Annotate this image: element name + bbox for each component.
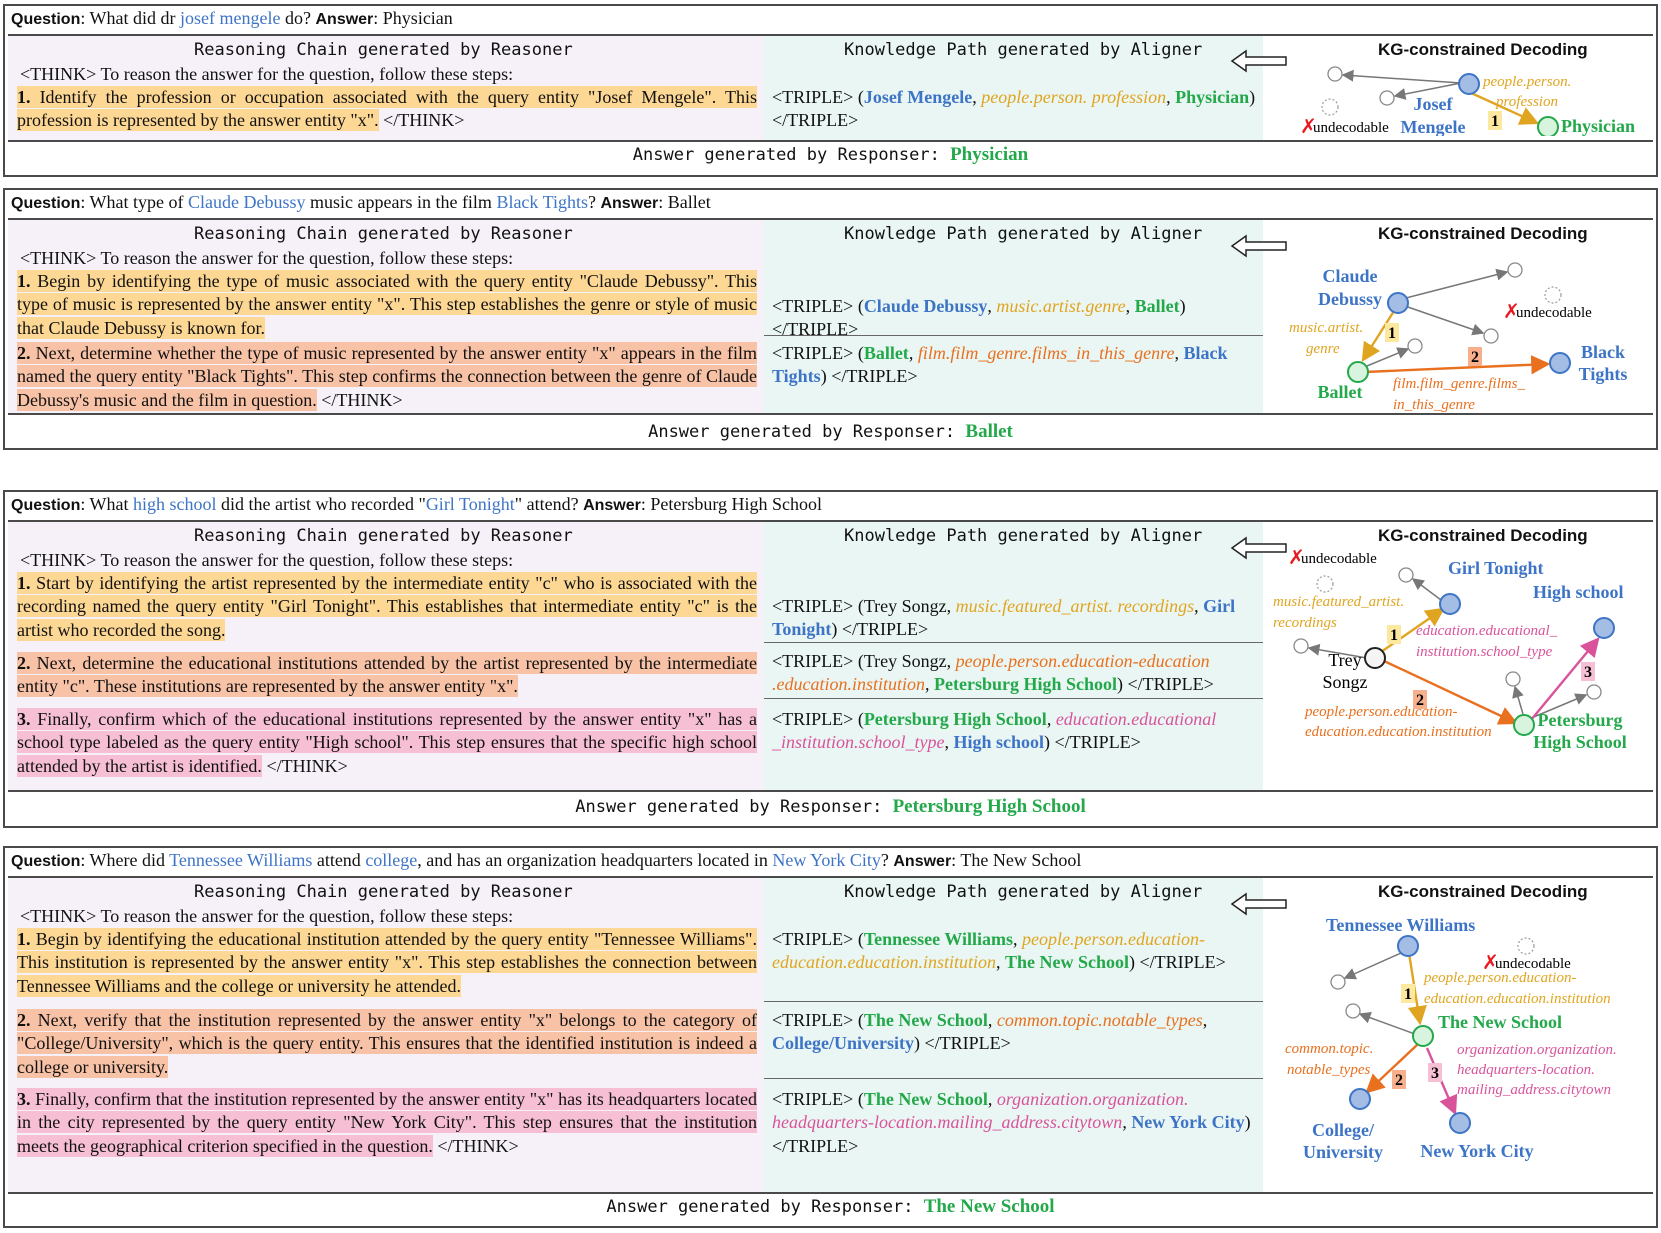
kg-header: KG-constrained Decoding: [1378, 224, 1588, 243]
edge-label: music.featured_artist.: [1273, 594, 1405, 610]
node-label: New York City: [1420, 1141, 1534, 1161]
kg-graph: [1263, 220, 1653, 415]
node-label: Josef: [1413, 94, 1453, 114]
kg-column: [1263, 878, 1653, 1192]
think-intro: <THINK> To reason the answer for the question, follow these steps:: [20, 64, 514, 84]
final-answer: Answer generated by Responser: Physician: [632, 144, 1029, 165]
question-line: Question: What did dr josef mengele do? Answer: Physician: [11, 8, 453, 28]
node-label: Trey: [1328, 650, 1362, 670]
final-answer: Answer generated by Responser: The New School: [606, 1196, 1055, 1217]
aligner-header: Knowledge Path generated by Aligner: [844, 224, 1203, 244]
edge-label: common.topic.: [1285, 1041, 1374, 1057]
final-answer: Answer generated by Responser: Ballet: [648, 421, 1013, 442]
think-intro: <THINK> To reason the answer for the question, follow these steps:: [20, 906, 514, 926]
triple-3: <TRIPLE> (The New School, organization.organization. headquarters-location.mailing_address.citytown, New York City) </TRIPLE>: [772, 1089, 1251, 1156]
undecodable-label: undecodable: [1495, 956, 1571, 972]
triple-2: <TRIPLE> (Trey Songz, people.person.education-education .education.institution, Petersburg High School) </TRIPLE>: [772, 651, 1214, 695]
aligner-column: [764, 522, 1263, 790]
triple-3: <TRIPLE> (Petersburg High School, education.educational _institution.school_type, High school) </TRIPLE>: [772, 709, 1217, 753]
kg-header: KG-constrained Decoding: [1378, 882, 1588, 901]
reasoner-header: Reasoning Chain generated by Reasoner: [194, 40, 573, 60]
question-line: Question: What high school did the artist who recorded "Girl Tonight" attend? Answer: Petersburg High School: [11, 494, 823, 514]
reasoning-step-3: 3. Finally, confirm which of the educational institutions represented by the answer entity "x" has a school type labeled as the query entity "High school". This step ensures that the specific high school attended by the artist is identified. </THINK>: [17, 709, 758, 776]
reasoning-step-1: 1. Begin by identifying the type of music associated with the query entity "Claude Debussy". This type of music is represented by the answer entity "x". This step establishes the genre or style of music that Claude Debussy is known for.: [17, 271, 758, 338]
node-label: Debussy: [1317, 289, 1383, 309]
node-label: Ballet: [1317, 382, 1363, 402]
edge-label: people.person.: [1483, 74, 1572, 90]
kg-header: KG-constrained Decoding: [1378, 40, 1588, 59]
x-mark-icon: ✗: [1503, 301, 1520, 323]
edge-num-3: 3: [1431, 1065, 1439, 1082]
edge-label: genre: [1306, 341, 1340, 357]
kg-column: [1263, 36, 1653, 140]
kg-header: KG-constrained Decoding: [1378, 526, 1588, 545]
example-panel-3: [3, 490, 1658, 828]
reasoning-step-3: 3. Finally, confirm that the institution represented by the answer entity "x" has its headquarters located in the city represented by the query entity "New York City". This step ensures that the institution meets the geographical criterion specified in the question. </THINK>: [17, 1089, 758, 1156]
aligner-column: [764, 220, 1263, 413]
edge-label: organization.organization.: [1457, 1042, 1617, 1058]
node-label: High school: [1533, 582, 1624, 602]
example-panel-2: [3, 188, 1658, 450]
divider: [764, 1001, 1263, 1002]
left-arrow-icon: [1230, 48, 1290, 74]
triple-1: <TRIPLE> (Trey Songz, music.featured_artist. recordings, Girl Tonight) </TRIPLE>: [772, 596, 1236, 640]
reasoner-column: [8, 220, 764, 413]
node-label: Girl Tonight: [1448, 558, 1544, 578]
node-label: Tennessee Williams: [1326, 915, 1476, 935]
reasoning-step-1: 1. Begin by identifying the educational institution attended by the query entity "Tennessee Williams". This institution is represented by the answer entity "x". This step establishes the connection between Tennessee Williams and the college or university he attended.: [17, 929, 757, 996]
kg-graph: [1263, 878, 1653, 1194]
undecodable-label: undecodable: [1516, 305, 1592, 321]
edge-num-2: 2: [1395, 1072, 1403, 1089]
edge-num-1: 1: [1388, 325, 1396, 342]
node-label: College/: [1312, 1120, 1374, 1140]
left-arrow-icon: [1230, 233, 1290, 259]
divider: [764, 1078, 1263, 1079]
edge-label: headquarters-location.: [1457, 1062, 1595, 1078]
x-mark-icon: ✗: [1300, 116, 1317, 136]
x-mark-icon: ✗: [1288, 547, 1305, 569]
reasoner-column: [8, 878, 764, 1192]
aligner-header: Knowledge Path generated by Aligner: [844, 882, 1203, 902]
reasoning-step-1: 1. Start by identifying the artist represented by the intermediate entity "c" who is associated with the recording named the query entity "Girl Tonight". This establishes that intermediate entity "c" is the artist who recorded the song.: [17, 573, 757, 640]
content-row: [8, 218, 1653, 415]
node-label: The New School: [1438, 1012, 1563, 1032]
content-row: [8, 34, 1653, 142]
edge-label: in_this_genre: [1393, 397, 1475, 413]
edge-label: education.education.institution: [1424, 991, 1611, 1007]
edge-label: people.person.education-: [1424, 970, 1577, 986]
aligner-header: Knowledge Path generated by Aligner: [844, 526, 1203, 546]
edge-num-1: 1: [1404, 986, 1412, 1003]
final-answer: Answer generated by Responser: Petersburg High School: [575, 796, 1086, 817]
edge-num-1: 1: [1491, 113, 1499, 130]
edge-label: recordings: [1273, 615, 1337, 631]
kg-column: [1263, 522, 1653, 790]
node-label: Petersburg: [1537, 710, 1623, 730]
edge-label: institution.school_type: [1416, 644, 1553, 660]
edge-label: education.education.institution: [1305, 724, 1492, 740]
edge-label: film.film_genre.films_: [1393, 376, 1525, 392]
node-label: Mengele: [1400, 117, 1466, 136]
node-label: Black: [1580, 342, 1626, 362]
edge-num-1: 1: [1390, 627, 1398, 644]
edge-num-3: 3: [1584, 664, 1592, 681]
question-line: Question: What type of Claude Debussy music appears in the film Black Tights? Answer: Ballet: [11, 192, 711, 212]
think-intro: <THINK> To reason the answer for the question, follow these steps:: [20, 550, 514, 570]
edge-label: music.artist.: [1289, 320, 1364, 336]
reasoning-step-2: 2. Next, verify that the institution represented by the answer entity "x" belongs to the category of "College/University", which is the query entity. This ensures that the identified institution is indeed a college or university.: [17, 1010, 757, 1077]
kg-column: [1263, 220, 1653, 413]
triple-1: <TRIPLE> (Tennessee Williams, people.person.education- education.education.institution, The New School) </TRIPLE>: [772, 929, 1226, 973]
divider: [764, 335, 1263, 336]
node-label: Tights: [1578, 364, 1628, 384]
reasoner-header: Reasoning Chain generated by Reasoner: [194, 882, 573, 902]
left-arrow-icon: [1230, 535, 1290, 561]
reasoner-column: [8, 36, 764, 140]
question-line: Question: Where did Tennessee Williams attend college, and has an organization headquarters located in New York City? Answer: The New School: [11, 850, 1082, 870]
left-arrow-icon: [1230, 891, 1290, 917]
node-label: Songz: [1322, 672, 1368, 692]
edge-label: profession: [1496, 94, 1558, 110]
node-label: High School: [1533, 732, 1627, 752]
think-intro: <THINK> To reason the answer for the question, follow these steps:: [20, 248, 514, 268]
triple-1: <TRIPLE> (Claude Debussy, music.artist.genre, Ballet) </TRIPLE>: [772, 296, 1186, 340]
triple-1: <TRIPLE> (Josef Mengele, people.person. profession, Physician) </TRIPLE>: [772, 87, 1256, 131]
content-row: [8, 876, 1653, 1194]
edge-num-2: 2: [1416, 692, 1424, 709]
node-label: Claude: [1322, 266, 1378, 286]
example-panel-4: [3, 846, 1658, 1228]
reasoning-step-2: 2. Next, determine the educational institutions attended by the artist represented by the intermediate entity "c". These institutions are represented by the answer entity "x".: [17, 653, 757, 697]
edge-label: people.person.education-: [1305, 704, 1458, 720]
content-row: [8, 520, 1653, 792]
triple-2: <TRIPLE> (The New School, common.topic.notable_types, College/University) </TRIPLE>: [772, 1010, 1208, 1054]
x-mark-icon: ✗: [1482, 952, 1499, 974]
reasoner-header: Reasoning Chain generated by Reasoner: [194, 224, 573, 244]
node-label: University: [1303, 1142, 1383, 1162]
aligner-header: Knowledge Path generated by Aligner: [844, 40, 1203, 60]
reasoning-step-1: 1. Identify the profession or occupation associated with the query entity "Josef Mengele". This profession is represented by the answer entity "x". </THINK>: [17, 87, 757, 131]
aligner-column: [764, 878, 1263, 1192]
undecodable-label: undecodable: [1301, 551, 1377, 567]
reasoner-header: Reasoning Chain generated by Reasoner: [194, 526, 573, 546]
triple-2: <TRIPLE> (Ballet, film.film_genre.films_in_this_genre, Black Tights) </TRIPLE>: [772, 343, 1228, 387]
edge-label: mailing_address.citytown: [1457, 1082, 1612, 1098]
edge-label: notable_types: [1287, 1062, 1371, 1078]
edge-label: education.educational_: [1416, 623, 1558, 639]
aligner-column: [764, 36, 1263, 140]
edge-num-2: 2: [1471, 349, 1479, 366]
kg-graph: [1263, 36, 1653, 136]
undecodable-label: undecodable: [1313, 120, 1389, 136]
divider: [764, 698, 1263, 699]
reasoning-step-2: 2. Next, determine whether the type of music represented by the answer entity "x" appears in the film named the query entity "Black Tights". This step confirms the connection between the genre of Claude Debussy's music and the film in question. </THINK>: [17, 343, 757, 410]
node-label: Physician: [1561, 116, 1636, 136]
example-panel-1: [3, 4, 1658, 177]
reasoner-column: [8, 522, 764, 790]
kg-graph: [1263, 522, 1653, 792]
divider: [764, 642, 1263, 643]
